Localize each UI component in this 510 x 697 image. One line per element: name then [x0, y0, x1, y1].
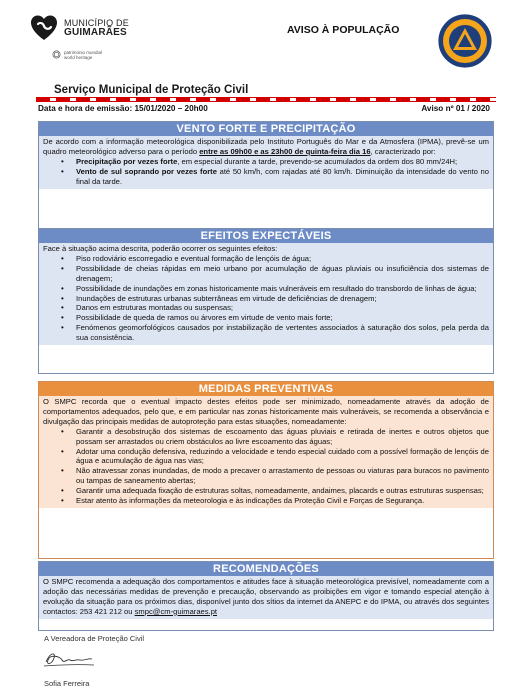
heritage-line-1: património mundial: [64, 50, 103, 55]
guimaraes-heart-logo-icon: [30, 14, 58, 42]
signatory-role: A Vereadora de Proteção Civil: [44, 634, 145, 643]
section-wind-precipitation: [38, 121, 494, 240]
list-item: • Inundações de estruturas urbanas subterrâneas em virtude de deficiências de drenagem;: [43, 294, 489, 304]
list-item: [43, 157, 489, 167]
measures-list: [43, 427, 489, 506]
document-header: [0, 0, 510, 96]
forecast-list: [43, 157, 489, 187]
section-intro: Face à situação acima descrita, poderão ocorrer os seguintes efeitos:: [43, 244, 278, 253]
section-title: MEDIDAS PREVENTIVAS: [39, 382, 493, 396]
municipality-line-2: GUIMARÃES: [64, 27, 127, 38]
list-item: [43, 167, 489, 187]
list-item: • Não atravessar zonas inundadas, de modo a precaver o arrastamento de pessoas ou viaturas para buracos no pavimento ou tampas de saneamento abertas;: [43, 466, 489, 486]
list-item: • Garantir uma adequada fixação de estruturas soltas, nomeadamente, andaimes, placards e outras estruturas suspensas;: [43, 486, 489, 496]
heritage-line-2: world heritage: [64, 55, 93, 60]
item-text: até 50 km/h, com rajadas até 80 km/h. Diminuição da intensidade do vento no final da tarde.: [76, 166, 489, 186]
list-item: • Possibilidade de queda de ramos ou árvores em virtude de vento mais forte;: [43, 313, 489, 323]
intro-tail: , caracterizado por:: [370, 146, 436, 156]
list-item: • Adotar uma condução defensiva, reduzindo a velocidade e tendo especial cuidado com a possível formação de lençóis de água e acumulação de água nas vias;: [43, 447, 489, 467]
list-item: • Piso rodoviário escorregadio e eventual formação de lençóis de água;: [43, 254, 489, 264]
list-item: • Danos em estruturas montadas ou suspensas;: [43, 303, 489, 313]
recommendation-text: [43, 577, 489, 617]
list-item: • Fenómenos geomorfológicos causados por instabilização de vertentes associados à saturação dos solos, pela perda da sua consistência.: [43, 323, 489, 343]
notice-number: Aviso nº 01 / 2020: [421, 104, 490, 113]
list-item: • Possibilidade de inundações em zonas historicamente mais vulneráveis em resultado do transbordo de linhas de água;: [43, 284, 489, 294]
world-heritage-label: [64, 50, 102, 60]
section-body: [39, 576, 493, 619]
section-intro: [43, 137, 489, 157]
section-expected-effects: [38, 228, 494, 374]
section-body: [39, 243, 493, 345]
emission-meta: [38, 104, 494, 113]
emission-datetime: Data e hora de emissão: 15/01/2020 – 20h00: [38, 104, 208, 113]
item-bold: Precipitação por vezes forte: [76, 156, 178, 166]
world-heritage-icon: [52, 50, 61, 59]
list-item: • Garantir a desobstrução dos sistemas de escoamento das águas pluviais e retirada de inertes e outros objetos que possam ser arrastados ou criem obstáculos ao livre escoamento das águas;: [43, 427, 489, 447]
municipality-name: [64, 18, 129, 38]
signatory-name: Sofia Ferreira: [44, 679, 90, 688]
red-striped-divider: [36, 97, 496, 102]
effects-list: [43, 254, 489, 343]
section-title: RECOMENDAÇÕES: [39, 562, 493, 576]
period-highlight: entre as 09h00 e as 23h00 de quinta-feira dia 16: [199, 146, 371, 156]
notice-title: AVISO À POPULAÇÃO: [287, 24, 400, 36]
recommendation-body: O SMPC recomenda a adequação dos comportamentos e atitudes face à situação meteorológica previsível, nomeadamente com a adoção das necessárias medidas de prevenção e precaução, observando as proibições em vigor e tomando especial atenção à evolução da situação para os próximos dias, disponível junto dos sítios da internet da ANEPC e do IPMA, ou através dos seguintes contactos: 253 421 212 ou: [43, 577, 489, 616]
item-text: , em especial durante a tarde, prevendo-se acumulados da ordem dos 80 mm/24H;: [177, 156, 458, 166]
section-body: [39, 396, 493, 508]
section-recommendations: [38, 561, 494, 631]
handwritten-signature-icon: [40, 646, 100, 672]
item-bold: Vento de sul soprando por vezes forte: [76, 166, 217, 176]
service-title: Serviço Municipal de Proteção Civil: [54, 84, 249, 96]
section-intro: O SMPC recorda que o eventual impacto destes efeitos pode ser minimizado, nomeadamente através da adoção de comportamentos adequados, pelo que, e em particular nas zonas historicamente mais vulneráveis, se recomenda a observância e divulgação das principais medidas de autoproteção para estas situações, nomeadamente:: [43, 397, 489, 426]
section-title: EFEITOS EXPECTÁVEIS: [39, 229, 493, 243]
section-title: VENTO FORTE E PRECIPITAÇÃO: [39, 122, 493, 136]
list-item: • Estar atento às informações da meteorologia e às indicações da Proteção Civil e Forças de Segurança.: [43, 496, 489, 506]
municipality-line-1: MUNICÍPIO DE: [64, 18, 129, 28]
civil-protection-badge-icon: [437, 13, 493, 69]
intro-text: De acordo com a informação meteorológica disponibilizada pelo Instituto Português do Mar e da Atmosfera (IPMA), prevê-se um quadro meteorológico adverso para o período: [43, 137, 489, 156]
section-body: [39, 136, 493, 189]
section-preventive-measures: [38, 381, 494, 559]
list-item: • Possibilidade de cheias rápidas em meio urbano por acumulação de águas pluviais ou insuficiência dos sistemas de drenagem;: [43, 264, 489, 284]
contact-email-link[interactable]: smpc@cm-guimaraes.pt: [134, 606, 218, 616]
